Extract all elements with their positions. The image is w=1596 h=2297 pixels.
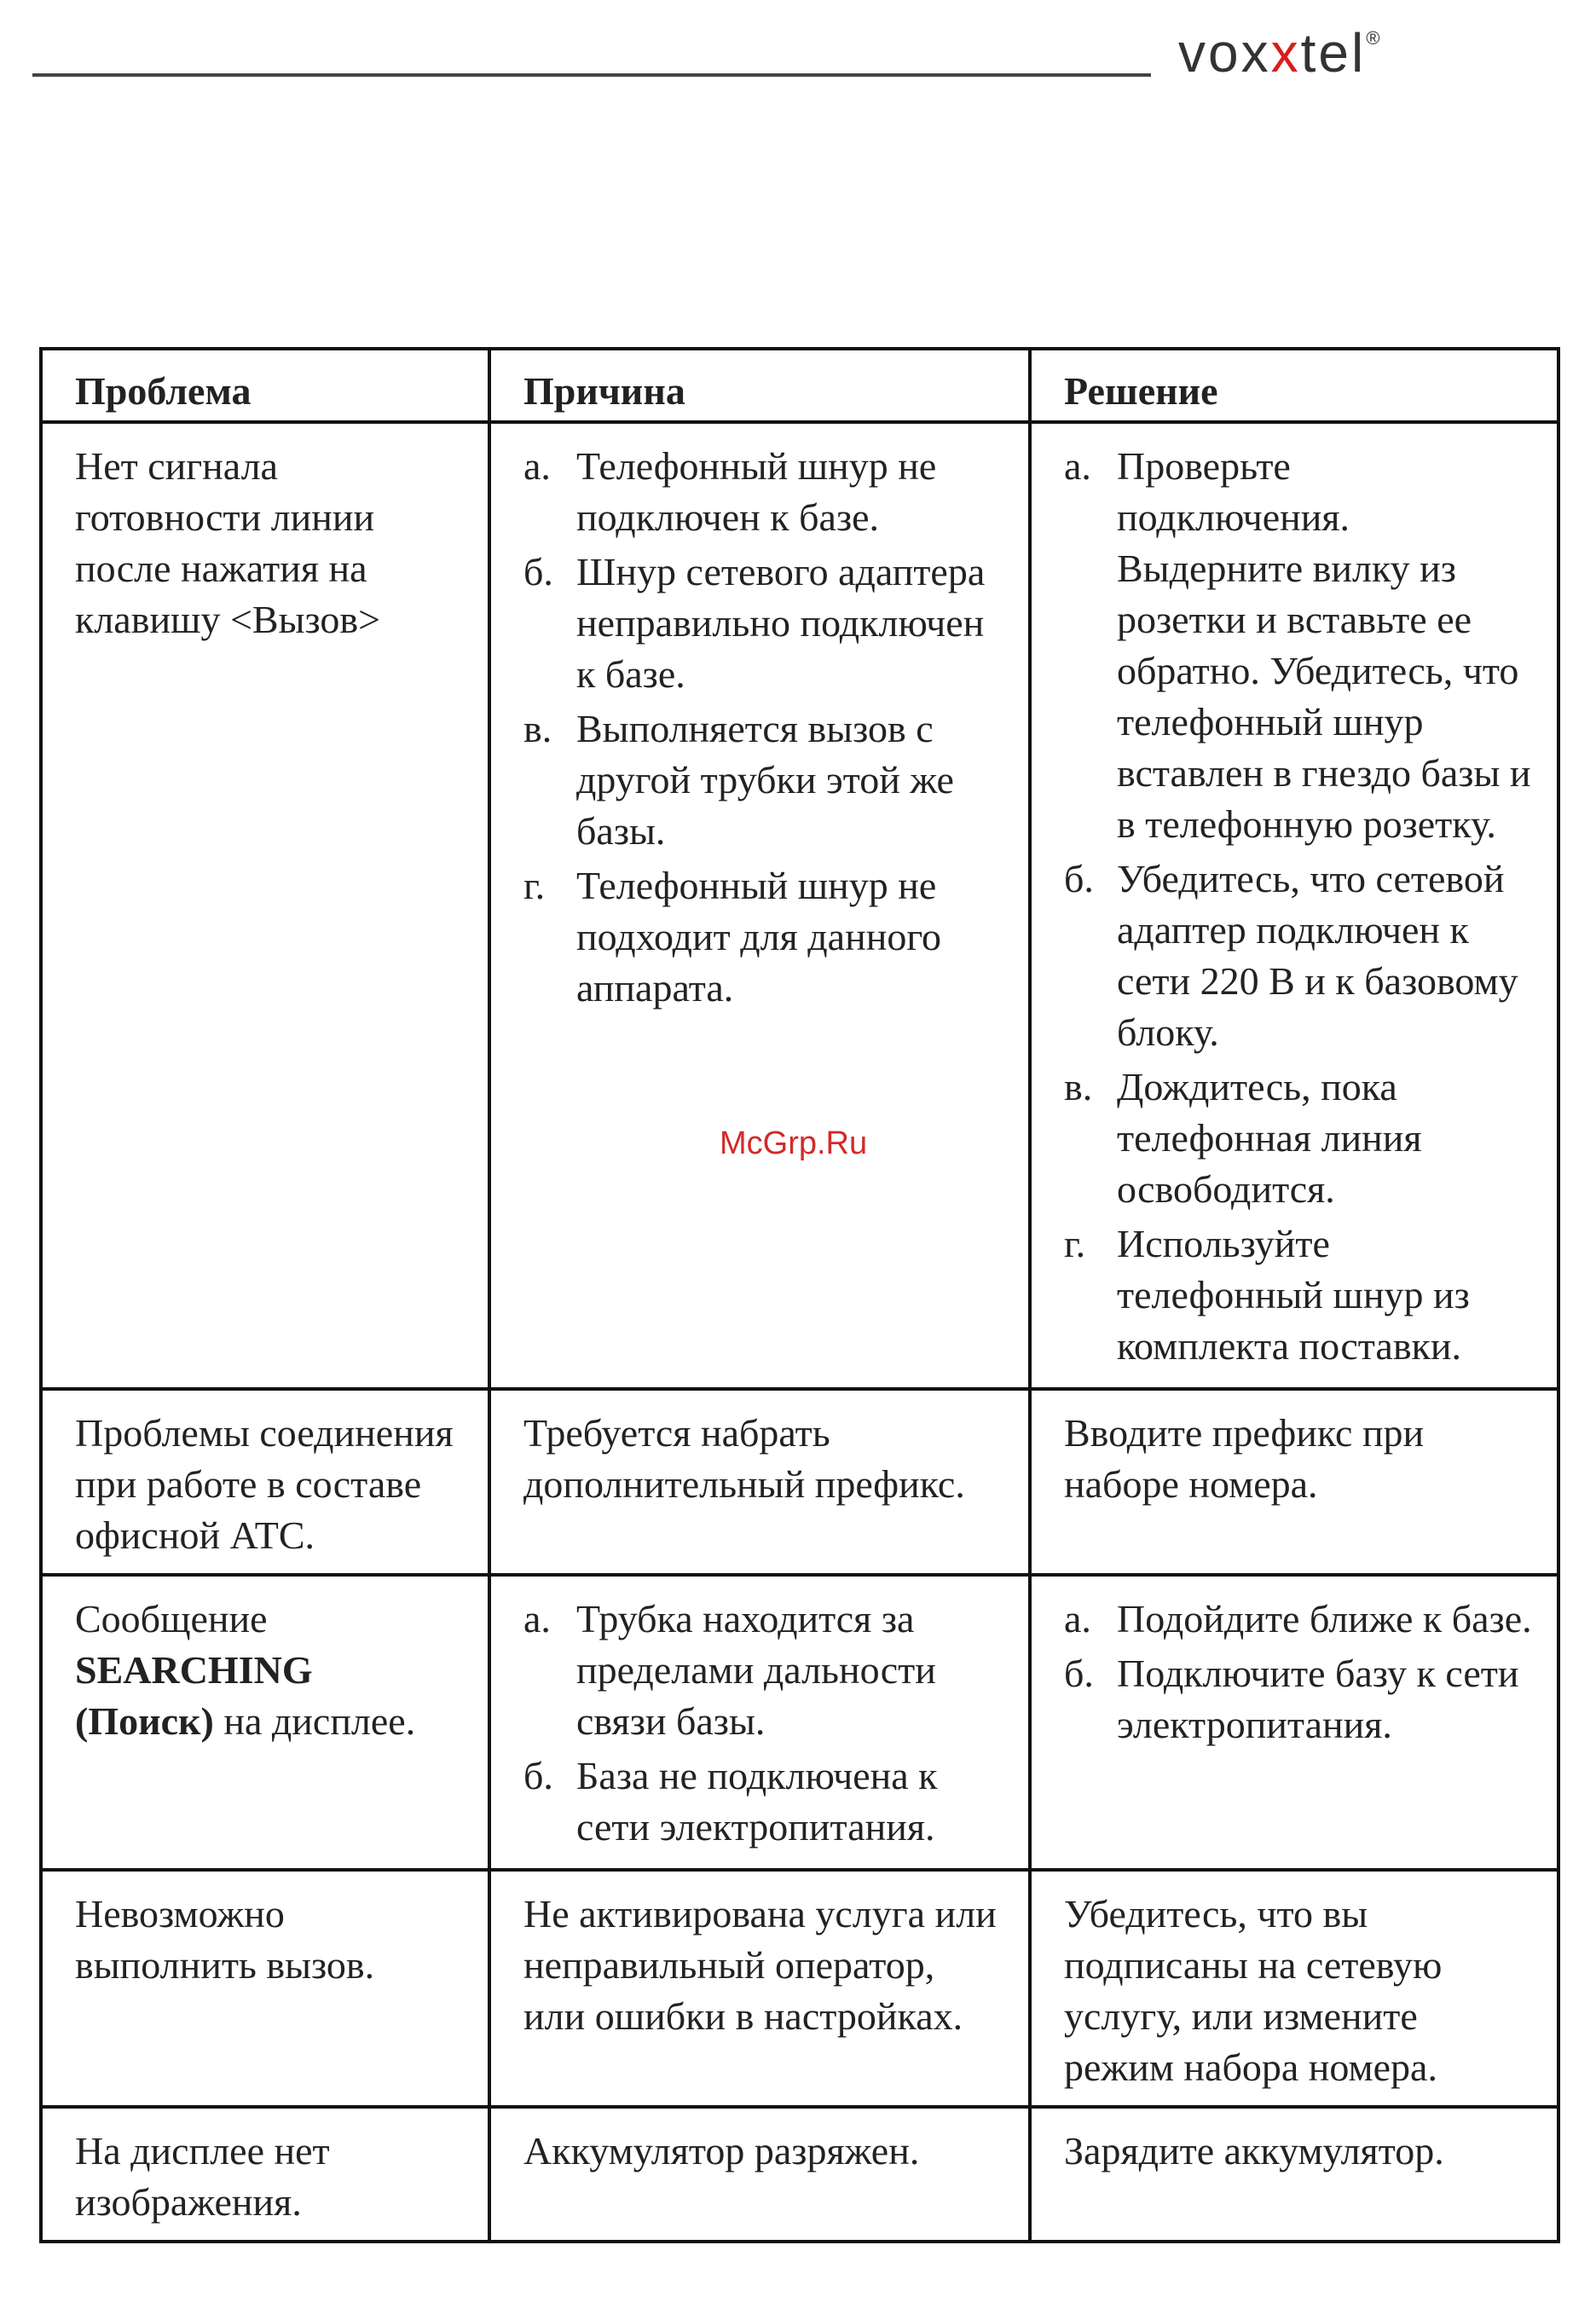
solution-cell: Вводите префикс при наборе номера. [1030,1389,1558,1575]
solution-cell [1030,1575,1558,1870]
list-item: г. Телефонный шнур не подходит для данного аппарата. [523,864,942,1010]
header-rule [32,73,1151,77]
list-item: а. Подойдите ближе к базе. [1064,1597,1532,1640]
cause-cell [489,1575,1030,1870]
list-item: б. Подключите базу к сети электропитания. [1064,1652,1519,1746]
cause-cell: Требуется набрать дополнительный префикс. [489,1389,1030,1575]
cause-cell: Аккумулятор разряжен. [489,2107,1030,2242]
solution-list [1064,441,1533,1372]
solution-cell: Зарядите аккумулятор. [1030,2107,1558,2242]
table-row [41,1575,1558,1870]
table-row [41,1389,1558,1575]
header-problem: Проблема [41,349,489,422]
brand-logo: voxxtel® [1178,22,1383,84]
cause-list [523,1594,1004,1853]
list-item: а. Трубка находится за пределами дальности связи базы. [523,1597,936,1743]
solution-cell: Убедитесь, что вы подписаны на сетевую услугу, или измените режим набора номера. [1030,1870,1558,2107]
list-item: б. Убедитесь, что сетевой адаптер подключен к сети 220 В и к базовому блоку. [1064,857,1518,1054]
searching-label: SEARCHING [75,1648,313,1692]
table-header-row [41,349,1558,422]
list-item: в. Выполняется вызов с другой трубки этой же базы. [523,707,954,853]
list-item: в. Дождитесь, пока телефонная линия освободится. [1064,1065,1422,1211]
problem-cell: Проблемы соединения при работе в составе офисной АТС. [41,1389,489,1575]
watermark: McGrp.Ru [720,1125,868,1161]
cause-list [523,441,1004,1014]
table-row [41,2107,1558,2242]
list-item: б. База не подключена к сети электропитания. [523,1754,938,1849]
solution-list [1064,1594,1533,1750]
problem-cell: Невозможно выполнить вызов. [41,1870,489,2107]
cause-cell: Не активирована услуга или неправильный оператор, или ошибки в настройках. [489,1870,1030,2107]
header-cause: Причина [489,349,1030,422]
table-row [41,1870,1558,2107]
problem-cell: Нет сигнала готовности линии после нажатия на клавишу <Вызов> [41,422,489,1389]
table-row [41,422,1558,1389]
troubleshooting-table [39,347,1560,2243]
list-item: г. Используйте телефонный шнур из комплекта поставки. [1064,1222,1470,1368]
problem-cell: Сообщение SEARCHING (Поиск) на дисплее. [41,1575,489,1870]
list-item: а. Телефонный шнур не подключен к базе. [523,444,937,539]
solution-cell [1030,422,1558,1389]
cause-cell [489,422,1030,1389]
problem-cell: На дисплее нет изображения. [41,2107,489,2242]
header-solution: Решение [1030,349,1558,422]
list-item: б. Шнур сетевого адаптера неправильно подключен к базе. [523,550,986,696]
list-item: а. Проверьте подключения. Выдерните вилку из розетки и вставьте ее обратно. Убедитесь, что телефонный шнур вставлен в гнездо базы и в телефонную розетку. [1064,444,1531,846]
search-label: (Поиск) [75,1699,214,1743]
